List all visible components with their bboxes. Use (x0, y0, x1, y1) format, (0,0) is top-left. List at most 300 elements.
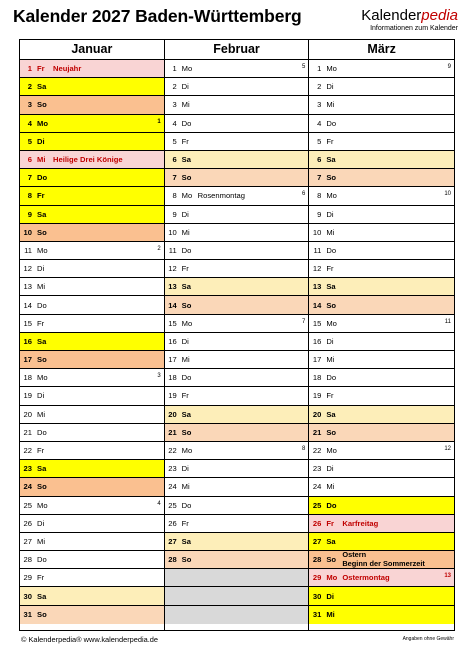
day-row (165, 260, 309, 278)
weekday: Sa (37, 591, 47, 601)
day-row (165, 151, 309, 169)
weekday: Mi (181, 227, 190, 237)
day-number: 20 (23, 409, 32, 419)
day-number: 13 (312, 282, 322, 292)
day-row (165, 187, 309, 205)
weekday: So (37, 227, 47, 237)
weekday: Mo (181, 318, 193, 328)
day-number: 24 (168, 482, 177, 492)
day-row (309, 133, 454, 151)
day-row (309, 224, 454, 242)
weekday: Do (181, 500, 192, 510)
day-number: 5 (27, 136, 32, 146)
week-number: 1 (157, 118, 161, 125)
day-number: 20 (312, 409, 322, 419)
weekday: Do (181, 373, 192, 383)
day-row (20, 60, 164, 78)
day-row (309, 242, 454, 260)
day-row (309, 460, 454, 478)
week-number: 4 (157, 500, 161, 507)
weekday: So (37, 482, 47, 492)
day-row (309, 478, 454, 496)
day-row (20, 406, 164, 424)
weekday: Mi (326, 227, 335, 237)
weekday: Mi (37, 409, 46, 419)
day-row (165, 60, 309, 78)
day-row (309, 60, 454, 78)
week-number: 3 (157, 373, 161, 380)
day-number: 1 (172, 64, 177, 74)
day-row (165, 78, 309, 96)
weekday: So (181, 300, 192, 310)
day-number: 11 (313, 245, 322, 255)
day-row (309, 296, 454, 314)
weekday: Sa (37, 464, 47, 474)
logo-brand-part2: pedia (421, 7, 458, 24)
weekday: Do (37, 173, 48, 183)
day-number: 1 (317, 64, 322, 74)
weekday: Fr (326, 136, 334, 146)
day-number: 22 (168, 446, 177, 456)
day-number: 21 (23, 427, 32, 437)
day-number: 19 (312, 391, 322, 401)
weekday: Di (326, 82, 334, 92)
day-number: 23 (312, 464, 322, 474)
day-number: 12 (23, 264, 32, 274)
day-row (309, 333, 454, 351)
day-number: 3 (317, 100, 322, 110)
day-row (20, 115, 164, 133)
day-number: 26 (312, 518, 322, 528)
day-number: 17 (23, 355, 32, 365)
week-number: 8 (302, 445, 306, 452)
day-number: 27 (23, 536, 32, 546)
day-number: 20 (168, 409, 177, 419)
day-row (309, 115, 454, 133)
weekday: Fr (181, 136, 189, 146)
day-row (309, 278, 454, 296)
weekday: Mi (37, 155, 46, 165)
weekday: Mi (326, 100, 335, 110)
weekday: Sa (37, 82, 47, 92)
weekday: Mi (181, 355, 190, 365)
week-number: 6 (302, 191, 306, 198)
day-number: 4 (172, 118, 177, 128)
day-number: 30 (23, 591, 32, 601)
day-number: 3 (27, 100, 32, 110)
day-number: 22 (312, 446, 322, 456)
day-number: 25 (168, 500, 177, 510)
day-row (165, 424, 309, 442)
logo[interactable] (361, 8, 458, 33)
weekday: Sa (326, 155, 336, 165)
weekday: Mo (326, 318, 337, 328)
day-row (20, 551, 164, 569)
day-number: 19 (168, 391, 177, 401)
day-number: 22 (23, 446, 32, 456)
day-row (20, 187, 164, 205)
day-number: 18 (312, 373, 322, 383)
weekday: Do (181, 245, 192, 255)
day-row (20, 387, 164, 405)
day-row (309, 551, 454, 569)
weekday: Di (326, 209, 334, 219)
weekday: Fr (326, 264, 334, 274)
day-number: 10 (312, 227, 322, 237)
day-number: 26 (168, 518, 177, 528)
weekday: Do (37, 427, 47, 437)
day-row (309, 606, 454, 624)
weekday: Mo (181, 446, 193, 456)
footer-disclaimer: Angaben ohne Gewähr (402, 636, 454, 642)
day-number: 11 (168, 245, 177, 255)
weekday: Mo (181, 64, 193, 74)
day-row (165, 206, 309, 224)
day-row (20, 424, 164, 442)
day-number: 28 (168, 555, 177, 565)
day-row (309, 442, 454, 460)
day-number: 7 (172, 173, 177, 183)
holiday-label: Rosenmontag (197, 191, 245, 201)
weekday: Di (326, 336, 334, 346)
day-row (309, 151, 454, 169)
day-number: 23 (23, 464, 32, 474)
weekday: Do (37, 555, 47, 565)
day-row (309, 406, 454, 424)
weekday: Di (37, 136, 45, 146)
day-row (20, 533, 164, 551)
weekday: So (181, 427, 192, 437)
week-number: 13 (444, 573, 451, 580)
weekday: So (326, 427, 337, 437)
day-row (165, 515, 309, 533)
weekday: Mo (37, 500, 48, 510)
day-row (309, 424, 454, 442)
weekday: Fr (37, 318, 45, 328)
day-number: 9 (27, 209, 32, 219)
weekday: Sa (181, 536, 191, 546)
weekday: Di (181, 209, 189, 219)
day-number: 12 (312, 264, 322, 274)
weekday: Di (37, 518, 45, 528)
day-row (165, 242, 309, 260)
day-row (20, 515, 164, 533)
day-row (20, 606, 164, 624)
weekday: Mo (37, 118, 48, 128)
holiday-label-line2: Beginn der Sommerzeit (342, 558, 425, 568)
day-row (165, 369, 309, 387)
day-number: 16 (23, 336, 32, 346)
day-number: 28 (23, 555, 32, 565)
footer-copyright: © Kalenderpedia® www.kalenderpedia.de (21, 635, 159, 644)
day-row (20, 278, 164, 296)
day-number: 19 (23, 391, 32, 401)
day-number: 29 (23, 573, 32, 583)
weekday: Do (181, 118, 192, 128)
weekday: So (326, 173, 337, 183)
day-number: 15 (312, 318, 322, 328)
day-row (309, 587, 454, 605)
weekday: Mo (37, 245, 48, 255)
day-row (165, 278, 309, 296)
day-number: 6 (317, 155, 322, 165)
day-row (165, 133, 309, 151)
day-number: 3 (172, 100, 177, 110)
day-number: 18 (168, 373, 177, 383)
day-row (309, 78, 454, 96)
weekday: Fr (181, 518, 189, 528)
day-number: 27 (168, 536, 177, 546)
weekday: Mi (181, 100, 190, 110)
day-row (165, 533, 309, 551)
weekday: Sa (181, 282, 191, 292)
day-number: 5 (172, 136, 177, 146)
day-number: 24 (23, 482, 32, 492)
day-row (309, 515, 454, 533)
day-row (309, 315, 454, 333)
day-number: 8 (172, 191, 177, 201)
weekday: Mo (181, 191, 193, 201)
weekday: So (326, 300, 337, 310)
day-row (20, 442, 164, 460)
month-header: März (309, 40, 454, 60)
day-number: 13 (23, 282, 32, 292)
weekday: Do (326, 500, 337, 510)
day-row (20, 206, 164, 224)
weekday: Mo (37, 373, 48, 383)
day-number: 12 (168, 264, 177, 274)
day-number: 2 (27, 82, 32, 92)
weekday: Sa (37, 336, 47, 346)
week-number: 9 (447, 64, 451, 70)
day-row (20, 78, 164, 96)
weekday: So (37, 355, 47, 365)
day-row (165, 169, 309, 187)
day-row (20, 151, 164, 169)
weekday: Sa (326, 282, 336, 292)
day-row (20, 333, 164, 351)
day-row (165, 497, 309, 515)
day-row (20, 569, 164, 587)
month-column (20, 40, 165, 630)
weekday: Do (326, 245, 337, 255)
day-number: 21 (312, 427, 322, 437)
day-number: 17 (312, 355, 322, 365)
day-number: 7 (27, 173, 32, 183)
weekday: Fr (181, 264, 189, 274)
weekday: Fr (37, 191, 45, 201)
day-row (309, 497, 454, 515)
logo-brand-part1: Kalender (361, 7, 422, 24)
weekday: Do (37, 300, 47, 310)
day-row (20, 478, 164, 496)
weekday: So (326, 555, 337, 565)
weekday: Sa (37, 209, 47, 219)
day-number: 31 (23, 610, 32, 620)
day-row (20, 96, 164, 114)
day-number: 25 (23, 500, 32, 510)
day-row (165, 96, 309, 114)
day-row (165, 296, 309, 314)
day-number: 7 (317, 173, 322, 183)
weekday: Do (326, 373, 337, 383)
day-row (309, 533, 454, 551)
day-number: 25 (312, 500, 322, 510)
day-row (20, 351, 164, 369)
day-number: 29 (312, 573, 322, 583)
weekday: Mi (37, 282, 46, 292)
weekday: Di (181, 464, 189, 474)
day-row (309, 206, 454, 224)
weekday: Di (326, 464, 334, 474)
month-header: Januar (20, 40, 164, 60)
day-number: 10 (168, 227, 177, 237)
day-row (165, 224, 309, 242)
weekday: Di (326, 591, 334, 601)
day-row (165, 460, 309, 478)
weekday: Fr (37, 573, 45, 583)
weekday: So (181, 555, 192, 565)
day-row (165, 442, 309, 460)
day-row-empty (165, 606, 309, 624)
holiday-label: Karfreitag (342, 518, 379, 528)
day-number: 24 (312, 482, 322, 492)
day-number: 11 (24, 245, 32, 255)
week-number: 5 (302, 64, 306, 70)
day-row (20, 169, 164, 187)
day-number: 15 (168, 318, 177, 328)
day-row (309, 569, 454, 587)
day-row (20, 315, 164, 333)
day-number: 16 (312, 336, 322, 346)
day-row (309, 187, 454, 205)
day-row (309, 260, 454, 278)
day-number: 4 (317, 118, 322, 128)
logo-brand (361, 8, 458, 24)
day-row (165, 351, 309, 369)
day-row (20, 369, 164, 387)
holiday-label (342, 551, 454, 568)
day-number: 5 (317, 136, 322, 146)
month-column (309, 40, 454, 630)
day-number: 15 (23, 318, 32, 328)
day-row (165, 478, 309, 496)
day-number: 23 (168, 464, 177, 474)
logo-tagline: Informationen zum Kalender (370, 25, 458, 32)
day-number: 2 (172, 82, 177, 92)
weekday: Fr (37, 64, 45, 74)
holiday-label: Heilige Drei Könige (53, 155, 123, 165)
week-number: 12 (444, 445, 451, 452)
day-row (165, 333, 309, 351)
weekday: Mi (326, 482, 335, 492)
weekday: Do (326, 118, 337, 128)
day-number: 28 (312, 555, 322, 565)
day-row (309, 369, 454, 387)
day-row (165, 406, 309, 424)
weekday: Di (37, 391, 45, 401)
day-row (165, 387, 309, 405)
weekday: Sa (326, 409, 336, 419)
day-number: 13 (168, 282, 177, 292)
weekday: Fr (326, 518, 334, 528)
day-number: 27 (312, 536, 322, 546)
week-number: 7 (302, 318, 306, 325)
day-number: 10 (23, 227, 32, 237)
holiday-label: Neujahr (53, 64, 82, 74)
day-row-empty (165, 569, 309, 587)
day-number: 4 (27, 118, 32, 128)
day-number: 8 (27, 191, 32, 201)
day-number: 18 (23, 373, 32, 383)
day-row (20, 242, 164, 260)
day-number: 1 (27, 64, 32, 74)
page-title: Kalender 2027 Baden-Württemberg (13, 6, 302, 26)
day-row (20, 497, 164, 515)
day-number: 9 (172, 209, 177, 219)
weekday: Di (181, 82, 189, 92)
week-number: 2 (157, 245, 161, 252)
day-row (20, 587, 164, 605)
day-row (20, 224, 164, 242)
calendar-grid (19, 39, 455, 631)
weekday: Mo (326, 64, 337, 74)
weekday: Sa (181, 155, 191, 165)
day-number: 31 (312, 610, 322, 620)
weekday: Di (181, 336, 189, 346)
day-number: 14 (23, 300, 32, 310)
week-number: 11 (444, 318, 451, 325)
day-number: 8 (317, 191, 322, 201)
weekday: So (37, 100, 47, 110)
weekday: Mi (181, 482, 190, 492)
day-number: 9 (317, 209, 322, 219)
weekday: Mo (326, 191, 337, 201)
day-row (165, 115, 309, 133)
weekday: Mi (37, 536, 46, 546)
day-row (309, 169, 454, 187)
day-number: 26 (23, 518, 32, 528)
day-number: 14 (312, 300, 322, 310)
month-header: Februar (165, 40, 309, 60)
weekday: Mi (326, 610, 335, 620)
weekday: Di (37, 264, 45, 274)
day-number: 2 (317, 82, 322, 92)
day-number: 14 (168, 300, 177, 310)
weekday: So (37, 610, 47, 620)
day-number: 16 (168, 336, 177, 346)
month-column (165, 40, 310, 630)
day-row (309, 96, 454, 114)
weekday: Sa (181, 409, 191, 419)
day-row-empty (165, 587, 309, 605)
weekday: Fr (326, 391, 334, 401)
weekday: Fr (181, 391, 189, 401)
day-row (20, 296, 164, 314)
weekday: Sa (326, 536, 336, 546)
day-number: 6 (172, 155, 177, 165)
holiday-label-line1: Ostern (342, 551, 367, 560)
day-number: 17 (168, 355, 177, 365)
weekday: So (181, 173, 192, 183)
day-row (165, 551, 309, 569)
day-number: 30 (312, 591, 322, 601)
weekday: Mo (326, 446, 337, 456)
week-number: 10 (444, 191, 451, 198)
day-row (309, 351, 454, 369)
day-number: 6 (27, 155, 32, 165)
weekday: Mo (326, 573, 338, 583)
